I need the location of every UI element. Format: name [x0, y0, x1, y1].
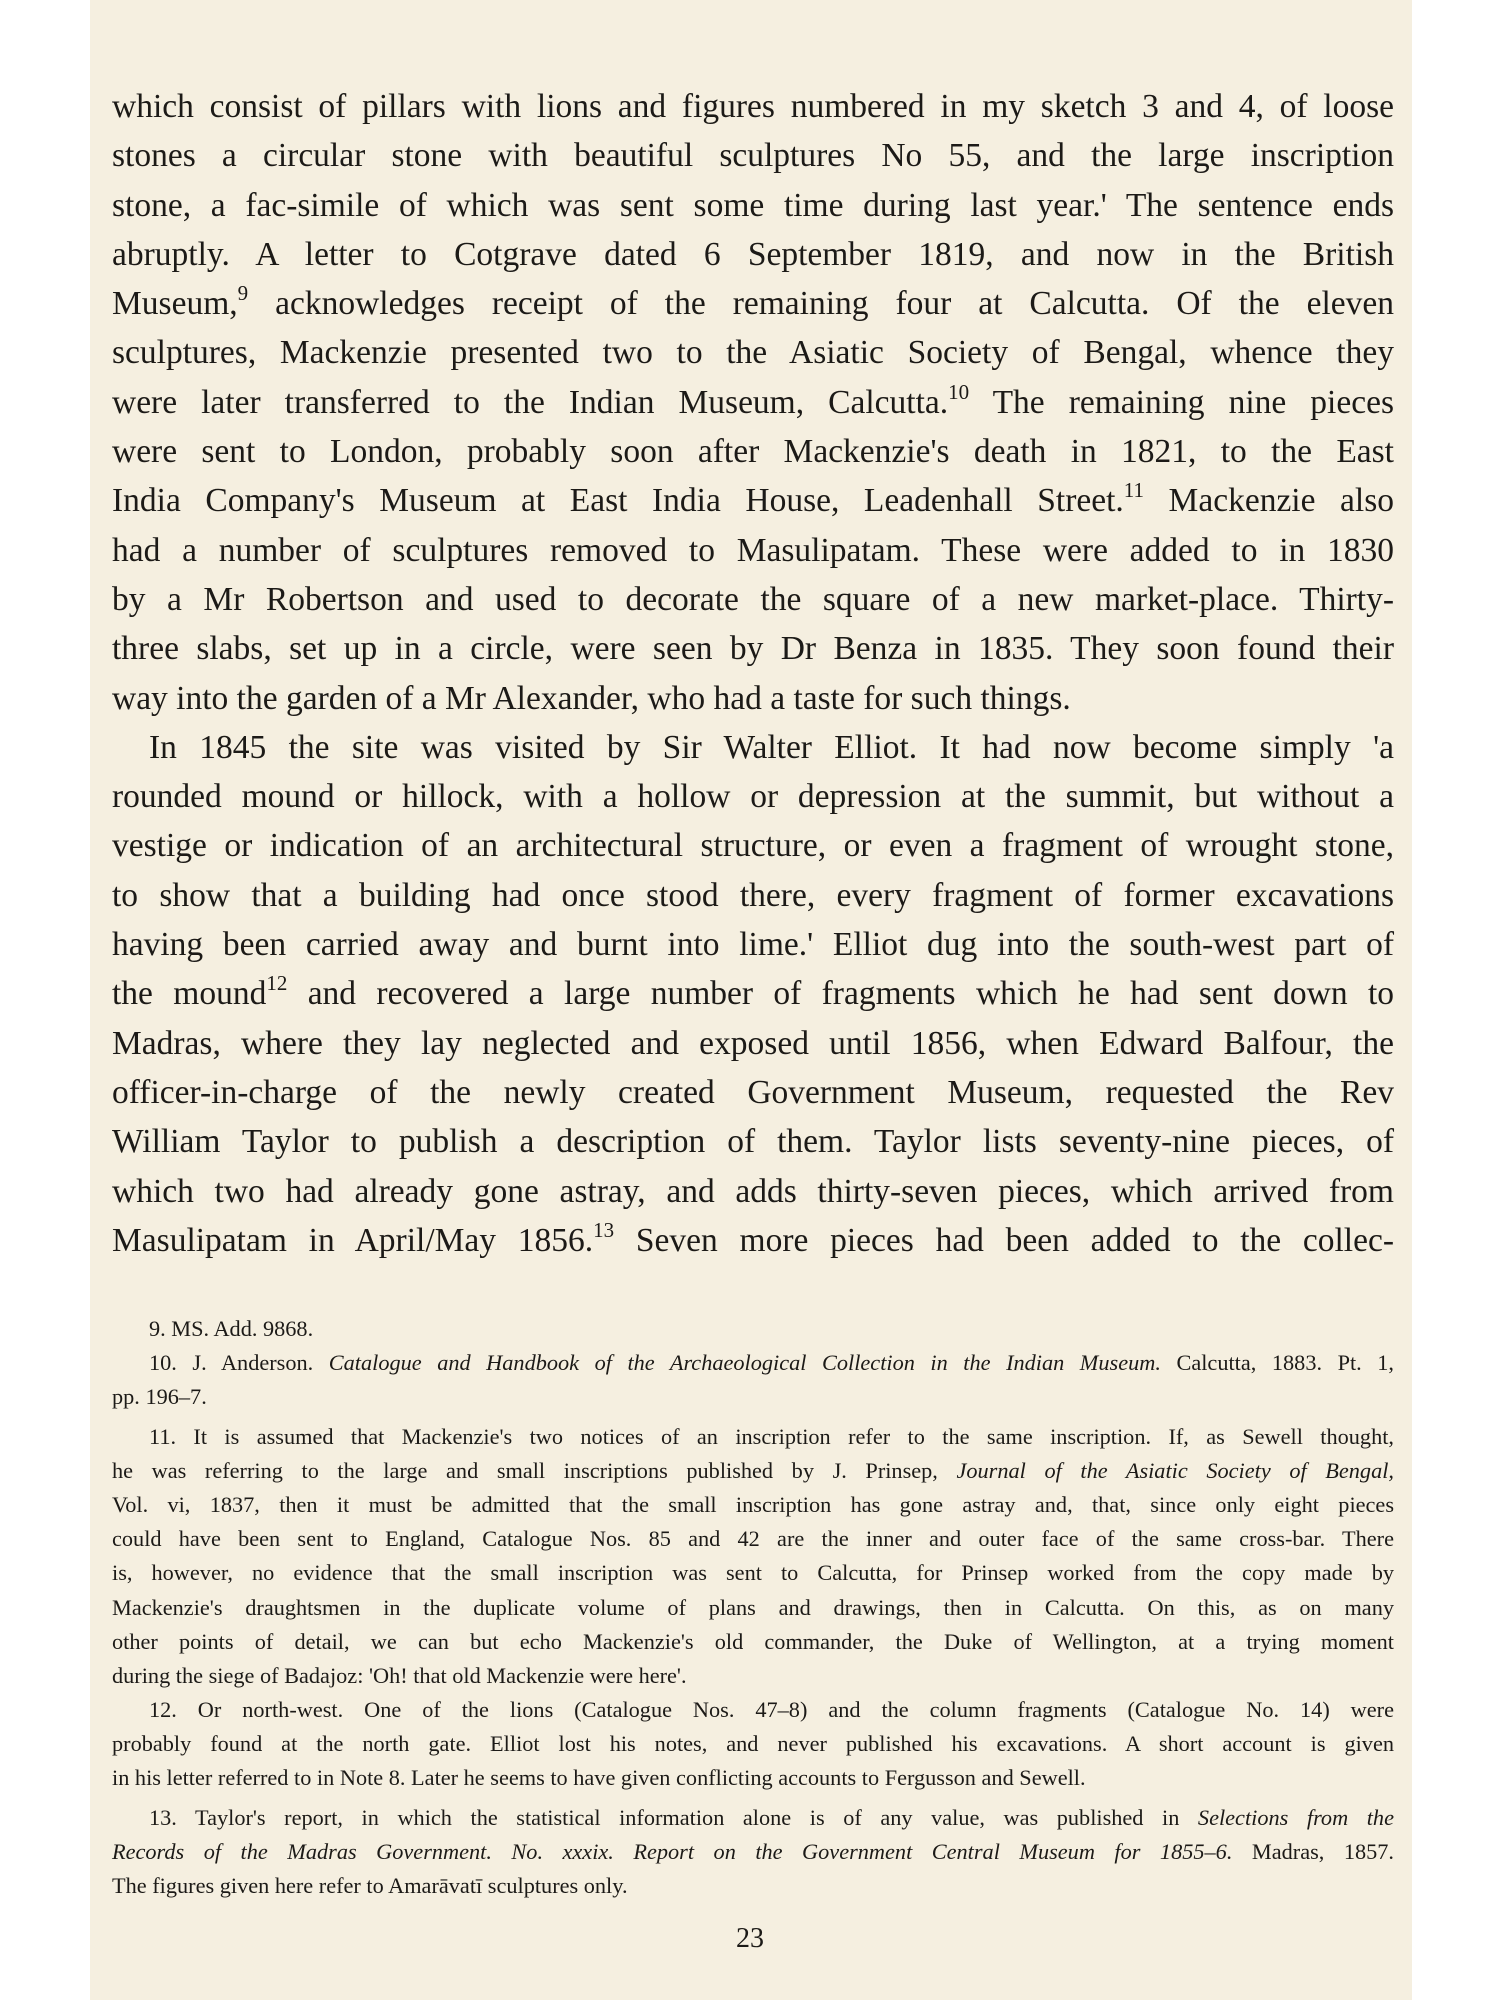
text-line	[112, 378, 1394, 427]
text-line: stones a circular stone with beautiful sculptures No 55, and the large inscription	[112, 137, 1394, 175]
text-run: were later transferred to the Indian Museum, Calcutta.	[112, 383, 949, 421]
text-line: to show that a building had once stood there, every fragment of former excavations	[112, 876, 1394, 914]
text-line	[112, 969, 1394, 1018]
footnote-12: 12. Or north-west. One of the lions (Catalogue Nos. 47–8) and the column fragments (Catalogue No. 14) were	[149, 1697, 1394, 1723]
footnote-11: 11. It is assumed that Mackenzie's two notices of an inscription refer to the same inscription. If, as Sewell thought,	[149, 1423, 1394, 1449]
text-line: rounded mound or hillock, with a hollow or depression at the summit, but without a	[112, 778, 1394, 816]
footnote-ref-9: 9	[237, 281, 249, 306]
text-line	[112, 476, 1394, 525]
footnote-11-cont: Mackenzie's draughtsmen in the duplicate volume of plans and drawings, then in Calcutta. On this, as on many	[112, 1594, 1394, 1620]
text-run: the mound	[112, 975, 267, 1013]
text-line: three slabs, set up in a circle, were seen by Dr Benza in 1835. They soon found their	[112, 630, 1394, 668]
text-line: abruptly. A letter to Cotgrave dated 6 September 1819, and now in the British	[112, 235, 1394, 273]
footnote-ref-11: 11	[1123, 478, 1144, 503]
text-run: Catalogue and Handbook of the Archaeological Collection in the Indian Museum.	[328, 1350, 1161, 1376]
text-run: Records of the Madras Government. No. xxxix. Report on the Government Central Museum for 1855–6.	[112, 1838, 1233, 1864]
text-run: Calcutta, 1883. Pt. 1,	[1160, 1350, 1394, 1376]
text-line: way into the garden of a Mr Alexander, who had a taste for such things.	[112, 679, 1071, 717]
footnote-12-cont: probably found at the north gate. Elliot lost his notes, and never published his excavations. A short account is given	[112, 1731, 1394, 1757]
footnote-13-cont: The figures given here refer to Amarāvatī sculptures only.	[112, 1873, 628, 1898]
text-run: Masulipatam in April/May 1856.	[112, 1221, 594, 1259]
text-line: William Taylor to publish a description of them. Taylor lists seventy-nine pieces, of	[112, 1123, 1394, 1161]
text-run: Selections from the	[1197, 1804, 1394, 1830]
text-line: by a Mr Robertson and used to decorate the square of a new market-place. Thirty-	[112, 580, 1394, 618]
text-run: The remaining nine pieces	[969, 383, 1394, 421]
body-text	[112, 82, 1394, 1265]
text-line: had a number of sculptures removed to Masulipatam. These were added to in 1830	[112, 531, 1394, 569]
text-line: officer-in-charge of the newly created Government Museum, requested the Rev	[112, 1073, 1394, 1111]
page-number: 23	[736, 1923, 764, 1954]
footnote-11-cont	[112, 1454, 1394, 1488]
footnote-11-cont: Vol. vi, 1837, then it must be admitted that the small inscription has gone astray and, that, since only eight pieces	[112, 1491, 1394, 1517]
text-run: Mackenzie also	[1144, 482, 1394, 520]
footnote-ref-13: 13	[593, 1217, 615, 1242]
footnote-10	[112, 1346, 1394, 1380]
text-line: In 1845 the site was visited by Sir Walter Elliot. It had now become simply 'a	[149, 728, 1394, 766]
text-line: stone, a fac-simile of which was sent some time during last year.' The sentence ends	[112, 186, 1394, 224]
text-line	[112, 1216, 1394, 1265]
text-run: and recovered a large number of fragments which he had sent down to	[287, 975, 1394, 1013]
text-line: which two had already gone astray, and adds thirty-seven pieces, which arrived from	[112, 1172, 1394, 1210]
text-run: Madras, 1857.	[1232, 1838, 1394, 1864]
text-line: which consist of pillars with lions and figures numbered in my sketch 3 and 4, of loose	[112, 88, 1394, 125]
text-line: vestige or indication of an architectural structure, or even a fragment of wrought stone,	[112, 827, 1394, 865]
footnote-10-cont: pp. 196–7.	[112, 1384, 207, 1410]
text-run: he was referring to the large and small inscriptions published by J. Prinsep,	[112, 1457, 957, 1483]
text-run: India Company's Museum at East India House, Leadenhall Street.	[112, 482, 1124, 520]
footnote-13	[112, 1801, 1394, 1835]
footnote-11-cont: during the siege of Badajoz: 'Oh! that old Mackenzie were here'.	[112, 1662, 687, 1688]
footnote-ref-10: 10	[948, 379, 970, 404]
text-line: having been carried away and burnt into lime.' Elliot dug into the south-west part of	[112, 926, 1394, 964]
footnotes	[112, 1312, 1394, 1903]
text-line	[112, 279, 1394, 328]
text-run: 13. Taylor's report, in which the statistical information alone is of any value, was published in	[149, 1804, 1198, 1830]
text-run: Seven more pieces had been added to the collec-	[614, 1221, 1395, 1259]
text-line: Madras, where they lay neglected and exposed until 1856, when Edward Balfour, the	[112, 1024, 1394, 1062]
footnote-13-cont	[112, 1835, 1394, 1869]
text-run: acknowledges receipt of the remaining four at Calcutta. Of the eleven	[248, 285, 1394, 323]
text-run: 10. J. Anderson.	[149, 1350, 329, 1376]
footnote-11-cont: is, however, no evidence that the small inscription was sent to Calcutta, for Prinsep worked from the copy made by	[112, 1560, 1394, 1586]
footnote-11-cont: could have been sent to England, Catalogue Nos. 85 and 42 are the inner and outer face of the same cross-bar. There	[112, 1526, 1394, 1552]
footnote-12-cont: in his letter referred to in Note 8. Later he seems to have given conflicting accounts to Fergusson and Sewell.	[112, 1765, 1086, 1791]
footnote-9: 9. MS. Add. 9868.	[149, 1316, 314, 1341]
footnote-ref-12: 12	[266, 971, 288, 996]
text-line: were sent to London, probably soon after Mackenzie's death in 1821, to the East	[112, 433, 1394, 471]
footnote-11-cont: other points of detail, we can but echo Mackenzie's old commander, the Duke of Wellington, at a trying moment	[112, 1628, 1394, 1654]
text-line: sculptures, Mackenzie presented two to the Asiatic Society of Bengal, whence they	[112, 334, 1394, 372]
text-run: Museum,	[112, 285, 238, 323]
text-run: Journal of the Asiatic Society of Bengal,	[956, 1457, 1394, 1483]
